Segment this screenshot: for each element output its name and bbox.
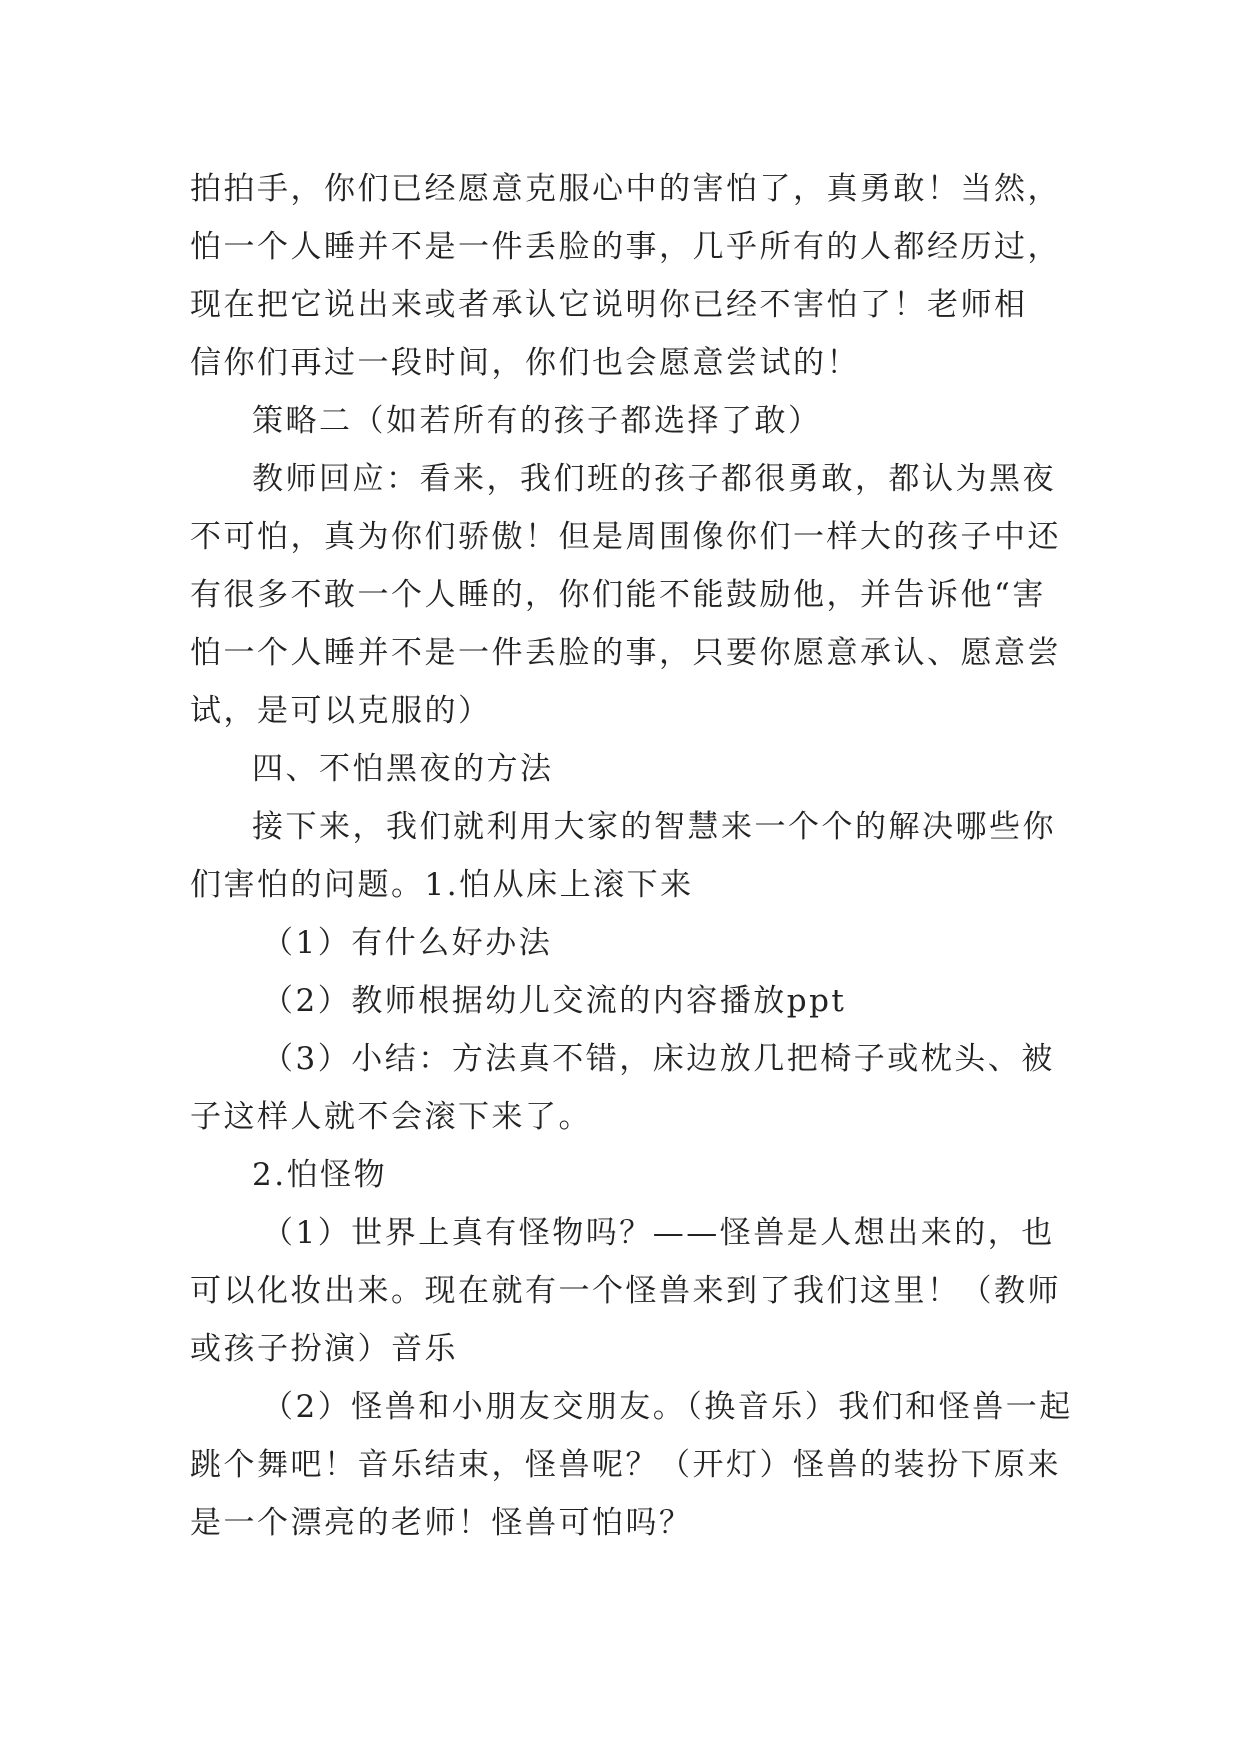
paragraph-line: 试，是可以克服的） <box>190 693 492 729</box>
paragraph-line: 可以化妆出来。现在就有一个怪兽来到了我们这里！（教师 <box>190 1273 1061 1309</box>
paragraph-line: 接下来，我们就利用大家的智慧来一个个的解决哪些你 <box>252 809 1056 845</box>
subsection-heading: 2.怕怪物 <box>252 1157 388 1193</box>
strategy-heading: 策略二（如若所有的孩子都选择了敢） <box>252 403 822 439</box>
paragraph-line: 不可怕，真为你们骄傲！但是周围像你们一样大的孩子中还 <box>190 519 1061 555</box>
paragraph-line: 有很多不敢一个人睡的，你们能不能鼓励他，并告诉他“害 <box>190 577 1046 613</box>
paragraph-line: 信你们再过一段时间，你们也会愿意尝试的！ <box>190 345 860 381</box>
paragraph-line: 是一个漂亮的老师！怪兽可怕吗？ <box>190 1505 693 1541</box>
paragraph-line: 现在把它说出来或者承认它说明你已经不害怕了！老师相 <box>190 287 1028 323</box>
list-item: （2）怪兽和小朋友交朋友。（换音乐）我们和怪兽一起 <box>262 1389 1073 1425</box>
paragraph-line: 跳个舞吧！音乐结束，怪兽呢？（开灯）怪兽的装扮下原来 <box>190 1447 1061 1483</box>
section-heading: 四、不怕黑夜的方法 <box>252 751 554 787</box>
list-item: （2）教师根据幼儿交流的内容播放ppt <box>262 983 847 1019</box>
list-item: （3）小结：方法真不错，床边放几把椅子或枕头、被 <box>262 1041 1055 1077</box>
paragraph-line: 怕一个人睡并不是一件丢脸的事，只要你愿意承认、愿意尝 <box>190 635 1061 671</box>
paragraph-line: 们害怕的问题。1.怕从床上滚下来 <box>190 867 694 903</box>
paragraph-line: 教师回应：看来，我们班的孩子都很勇敢，都认为黑夜 <box>252 461 1056 497</box>
paragraph-line: 或孩子扮演）音乐 <box>190 1331 458 1367</box>
document-page <box>190 160 1073 1552</box>
paragraph-line: 怕一个人睡并不是一件丢脸的事，几乎所有的人都经历过， <box>190 229 1061 265</box>
list-item: （1）有什么好办法 <box>262 925 553 961</box>
paragraph-line: 子这样人就不会滚下来了。 <box>190 1099 592 1135</box>
paragraph-line: 拍拍手，你们已经愿意克服心中的害怕了，真勇敢！当然， <box>190 171 1061 207</box>
list-item: （1）世界上真有怪物吗？——怪兽是人想出来的，也 <box>262 1215 1055 1251</box>
